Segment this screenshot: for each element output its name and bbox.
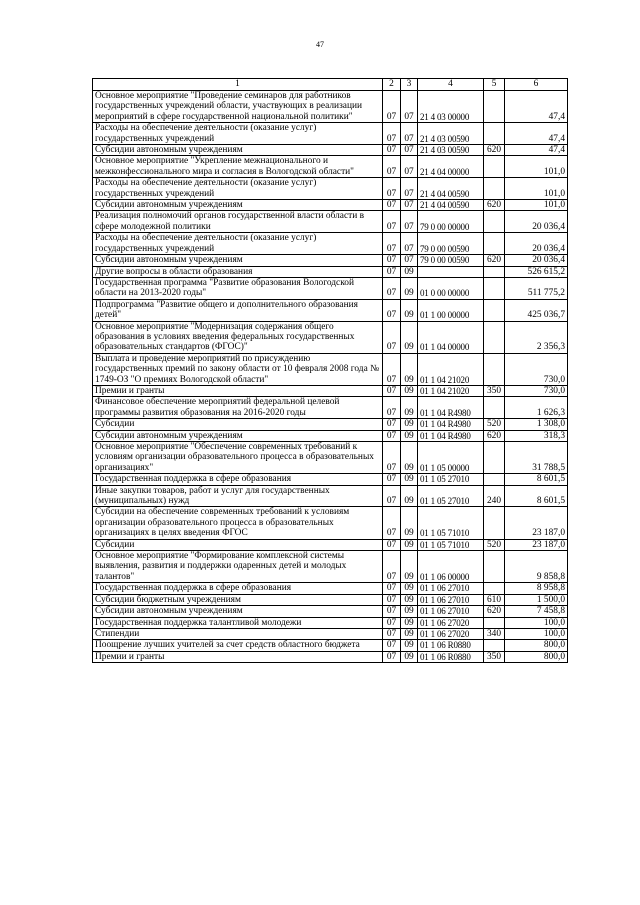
amount-cell: 8 958,8	[505, 583, 568, 594]
target-article-code-cell: 01 1 05 71010	[418, 539, 484, 550]
target-article-code-cell: 01 1 06 00000	[418, 551, 484, 583]
item-name-cell: Подпрограмма "Развитие общего и дополнительного образования детей"	[93, 299, 383, 321]
expense-type-code-cell	[484, 640, 505, 651]
target-article-code-cell: 01 1 04 21020	[418, 385, 484, 396]
target-article-code-cell: 01 1 06 27020	[418, 628, 484, 639]
table-row	[93, 551, 568, 583]
subsection-code-cell: 07	[401, 255, 418, 266]
table-row	[93, 651, 568, 662]
section-code-cell: 07	[383, 255, 401, 266]
table-row	[93, 442, 568, 474]
target-article-code-cell: 01 1 05 27010	[418, 485, 484, 507]
section-code-cell: 07	[383, 385, 401, 396]
table-row	[93, 178, 568, 200]
item-name-cell: Иные закупки товаров, работ и услуг для государственных (муниципальных) нужд	[93, 485, 383, 507]
amount-cell: 730,0	[505, 385, 568, 396]
target-article-code-cell: 79 0 00 00590	[418, 255, 484, 266]
item-name-cell: Основное мероприятие "Укрепление межнационального и межконфессионального мира и согласия в Вологодской области"	[93, 156, 383, 178]
table-row	[93, 299, 568, 321]
amount-cell: 100,0	[505, 617, 568, 628]
expense-type-code-cell	[484, 551, 505, 583]
amount-cell: 47,4	[505, 91, 568, 123]
target-article-code-cell: 21 4 03 00590	[418, 123, 484, 145]
subsection-code-cell: 07	[401, 123, 418, 145]
subsection-code-cell: 09	[401, 628, 418, 639]
amount-cell: 23 187,0	[505, 539, 568, 550]
target-article-code-cell: 01 0 00 00000	[418, 277, 484, 299]
amount-cell: 101,0	[505, 200, 568, 211]
subsection-code-cell: 07	[401, 233, 418, 255]
expense-type-code-cell	[484, 233, 505, 255]
subsection-code-cell: 07	[401, 178, 418, 200]
section-code-cell: 07	[383, 551, 401, 583]
table-row	[93, 255, 568, 266]
item-name-cell: Выплата и проведение мероприятий по присуждению государственных премий по закону области от 10 февраля 2008 года № 1749-ОЗ "О премиях Вологодской области"	[93, 353, 383, 385]
section-code-cell: 07	[383, 353, 401, 385]
target-article-code-cell: 01 1 06 27010	[418, 583, 484, 594]
expense-type-code-cell	[484, 442, 505, 474]
amount-cell: 23 187,0	[505, 507, 568, 539]
item-name-cell: Субсидии на обеспечение современных требований к условиям организации образовательного процесса в образовательных организациях в целях введения ФГОС	[93, 507, 383, 539]
section-code-cell: 07	[383, 178, 401, 200]
expense-type-code-cell: 350	[484, 385, 505, 396]
section-code-cell: 07	[383, 419, 401, 430]
section-code-cell: 07	[383, 200, 401, 211]
subsection-code-cell: 09	[401, 651, 418, 662]
table-row	[93, 507, 568, 539]
item-name-cell: Субсидии бюджетным учреждениям	[93, 594, 383, 605]
amount-cell: 2 356,3	[505, 321, 568, 353]
section-code-cell: 07	[383, 651, 401, 662]
table-row	[93, 397, 568, 419]
expense-type-code-cell	[484, 474, 505, 485]
table-row	[93, 91, 568, 123]
expense-type-code-cell: 240	[484, 485, 505, 507]
section-code-cell: 07	[383, 485, 401, 507]
subsection-code-cell: 09	[401, 507, 418, 539]
section-code-cell: 07	[383, 606, 401, 617]
section-code-cell: 07	[383, 145, 401, 156]
target-article-code-cell: 01 1 05 71010	[418, 507, 484, 539]
table-row	[93, 200, 568, 211]
section-code-cell: 07	[383, 233, 401, 255]
expense-type-code-cell: 620	[484, 255, 505, 266]
expense-type-code-cell	[484, 321, 505, 353]
table-row	[93, 583, 568, 594]
target-article-code-cell: 01 1 04 R4980	[418, 397, 484, 419]
target-article-code-cell: 01 1 04 R4980	[418, 430, 484, 441]
target-article-code-cell: 01 1 06 R0880	[418, 640, 484, 651]
target-article-code-cell	[418, 266, 484, 277]
table-row	[93, 277, 568, 299]
amount-cell: 800,0	[505, 651, 568, 662]
table-row	[93, 474, 568, 485]
subsection-code-cell: 09	[401, 640, 418, 651]
header-cell: 3	[401, 79, 418, 91]
subsection-code-cell: 09	[401, 277, 418, 299]
table-row	[93, 233, 568, 255]
expense-type-code-cell	[484, 211, 505, 233]
target-article-code-cell: 21 4 04 00000	[418, 156, 484, 178]
item-name-cell: Поощрение лучших учителей за счет средств областного бюджета	[93, 640, 383, 651]
subsection-code-cell: 07	[401, 156, 418, 178]
item-name-cell: Премии и гранты	[93, 651, 383, 662]
item-name-cell: Стипендии	[93, 628, 383, 639]
table-row	[93, 617, 568, 628]
section-code-cell: 07	[383, 397, 401, 419]
item-name-cell: Финансовое обеспечение мероприятий федеральной целевой программы развития образования на 2016-2020 годы	[93, 397, 383, 419]
subsection-code-cell: 07	[401, 211, 418, 233]
expense-type-code-cell	[484, 178, 505, 200]
section-code-cell: 07	[383, 594, 401, 605]
table-row	[93, 211, 568, 233]
expense-type-code-cell	[484, 123, 505, 145]
header-cell: 1	[93, 79, 383, 91]
section-code-cell: 07	[383, 539, 401, 550]
header-cell: 2	[383, 79, 401, 91]
target-article-code-cell: 01 1 05 27010	[418, 474, 484, 485]
budget-table	[92, 78, 568, 663]
section-code-cell: 07	[383, 430, 401, 441]
item-name-cell: Основное мероприятие "Проведение семинаров для работников государственных учреждений области, участвующих в реализации мероприятий в сфере государственной национальной политики"	[93, 91, 383, 123]
subsection-code-cell: 09	[401, 485, 418, 507]
section-code-cell: 07	[383, 277, 401, 299]
expense-type-code-cell	[484, 266, 505, 277]
expense-type-code-cell	[484, 583, 505, 594]
table-row	[93, 606, 568, 617]
item-name-cell: Государственная поддержка в сфере образования	[93, 474, 383, 485]
page-number: 47	[316, 40, 324, 49]
table-row	[93, 123, 568, 145]
amount-cell: 31 788,5	[505, 442, 568, 474]
table-body	[93, 91, 568, 663]
expense-type-code-cell: 620	[484, 430, 505, 441]
expense-type-code-cell	[484, 507, 505, 539]
table-row	[93, 145, 568, 156]
expense-type-code-cell: 520	[484, 539, 505, 550]
target-article-code-cell: 01 1 06 27020	[418, 617, 484, 628]
amount-cell: 318,3	[505, 430, 568, 441]
item-name-cell: Другие вопросы в области образования	[93, 266, 383, 277]
item-name-cell: Субсидии	[93, 419, 383, 430]
subsection-code-cell: 09	[401, 583, 418, 594]
header-row	[93, 79, 568, 91]
item-name-cell: Основное мероприятие "Модернизация содержания общего образования в условиях введения федеральных государственных образовательных стандартов (ФГОС)"	[93, 321, 383, 353]
amount-cell: 47,4	[505, 123, 568, 145]
expense-type-code-cell: 620	[484, 145, 505, 156]
item-name-cell: Расходы на обеспечение деятельности (оказание услуг) государственных учреждений	[93, 123, 383, 145]
subsection-code-cell: 09	[401, 266, 418, 277]
header-cell: 6	[505, 79, 568, 91]
item-name-cell: Реализация полномочий органов государственной власти области в сфере молодежной политики	[93, 211, 383, 233]
target-article-code-cell: 01 1 04 21020	[418, 353, 484, 385]
subsection-code-cell: 09	[401, 353, 418, 385]
table-row	[93, 628, 568, 639]
expense-type-code-cell: 620	[484, 200, 505, 211]
target-article-code-cell: 01 1 04 00000	[418, 321, 484, 353]
header-cell: 5	[484, 79, 505, 91]
item-name-cell: Субсидии автономным учреждениям	[93, 255, 383, 266]
item-name-cell: Расходы на обеспечение деятельности (оказание услуг) государственных учреждений	[93, 233, 383, 255]
expense-type-code-cell	[484, 397, 505, 419]
target-article-code-cell: 01 1 05 00000	[418, 442, 484, 474]
table-row	[93, 353, 568, 385]
section-code-cell: 07	[383, 156, 401, 178]
section-code-cell: 07	[383, 583, 401, 594]
item-name-cell: Премии и гранты	[93, 385, 383, 396]
table-row	[93, 594, 568, 605]
item-name-cell: Расходы на обеспечение деятельности (оказание услуг) государственных учреждений	[93, 178, 383, 200]
target-article-code-cell: 01 1 06 27010	[418, 594, 484, 605]
expense-type-code-cell	[484, 156, 505, 178]
target-article-code-cell: 79 0 00 00000	[418, 211, 484, 233]
amount-cell: 101,0	[505, 156, 568, 178]
subsection-code-cell: 09	[401, 321, 418, 353]
section-code-cell: 07	[383, 91, 401, 123]
expense-type-code-cell: 520	[484, 419, 505, 430]
expense-type-code-cell	[484, 617, 505, 628]
amount-cell: 20 036,4	[505, 255, 568, 266]
target-article-code-cell: 21 4 04 00590	[418, 178, 484, 200]
subsection-code-cell: 09	[401, 474, 418, 485]
expense-type-code-cell	[484, 91, 505, 123]
amount-cell: 7 458,8	[505, 606, 568, 617]
item-name-cell: Субсидии автономным учреждениям	[93, 606, 383, 617]
amount-cell: 9 858,8	[505, 551, 568, 583]
amount-cell: 1 308,0	[505, 419, 568, 430]
subsection-code-cell: 09	[401, 594, 418, 605]
subsection-code-cell: 07	[401, 200, 418, 211]
amount-cell: 526 615,2	[505, 266, 568, 277]
subsection-code-cell: 09	[401, 419, 418, 430]
section-code-cell: 07	[383, 211, 401, 233]
item-name-cell: Субсидии автономным учреждениям	[93, 200, 383, 211]
amount-cell: 101,0	[505, 178, 568, 200]
amount-cell: 8 601,5	[505, 474, 568, 485]
amount-cell: 20 036,4	[505, 211, 568, 233]
amount-cell: 511 775,2	[505, 277, 568, 299]
subsection-code-cell: 09	[401, 442, 418, 474]
amount-cell: 1 626,3	[505, 397, 568, 419]
section-code-cell: 07	[383, 507, 401, 539]
item-name-cell: Субсидии автономным учреждениям	[93, 430, 383, 441]
amount-cell: 8 601,5	[505, 485, 568, 507]
item-name-cell: Государственная программа "Развитие образования Вологодской области на 2013-2020 годы"	[93, 277, 383, 299]
subsection-code-cell: 09	[401, 430, 418, 441]
expense-type-code-cell	[484, 299, 505, 321]
amount-cell: 730,0	[505, 353, 568, 385]
item-name-cell: Основное мероприятие "Формирование комплексной системы выявления, развития и поддержки одаренных детей и молодых талантов"	[93, 551, 383, 583]
subsection-code-cell: 09	[401, 551, 418, 583]
expense-type-code-cell: 610	[484, 594, 505, 605]
target-article-code-cell: 21 4 04 00590	[418, 200, 484, 211]
target-article-code-cell: 79 0 00 00590	[418, 233, 484, 255]
header-cell: 4	[418, 79, 484, 91]
amount-cell: 47,4	[505, 145, 568, 156]
subsection-code-cell: 07	[401, 91, 418, 123]
table-row	[93, 430, 568, 441]
target-article-code-cell: 01 1 04 R4980	[418, 419, 484, 430]
expense-type-code-cell	[484, 353, 505, 385]
subsection-code-cell: 09	[401, 539, 418, 550]
table-row	[93, 485, 568, 507]
item-name-cell: Субсидии автономным учреждениям	[93, 145, 383, 156]
table-row	[93, 419, 568, 430]
target-article-code-cell: 21 4 03 00000	[418, 91, 484, 123]
section-code-cell: 07	[383, 640, 401, 651]
amount-cell: 20 036,4	[505, 233, 568, 255]
section-code-cell: 07	[383, 628, 401, 639]
item-name-cell: Основное мероприятие "Обеспечение современных требований к условиям организации образовательного процесса в образовательных организациях"	[93, 442, 383, 474]
target-article-code-cell: 01 1 00 00000	[418, 299, 484, 321]
section-code-cell: 07	[383, 299, 401, 321]
table-row	[93, 640, 568, 651]
expense-type-code-cell	[484, 277, 505, 299]
subsection-code-cell: 09	[401, 617, 418, 628]
item-name-cell: Государственная поддержка талантливой молодежи	[93, 617, 383, 628]
amount-cell: 425 036,7	[505, 299, 568, 321]
table-row	[93, 385, 568, 396]
section-code-cell: 07	[383, 617, 401, 628]
section-code-cell: 07	[383, 442, 401, 474]
amount-cell: 800,0	[505, 640, 568, 651]
target-article-code-cell: 21 4 03 00590	[418, 145, 484, 156]
table-row	[93, 539, 568, 550]
target-article-code-cell: 01 1 06 R0880	[418, 651, 484, 662]
section-code-cell: 07	[383, 321, 401, 353]
target-article-code-cell: 01 1 06 27010	[418, 606, 484, 617]
subsection-code-cell: 07	[401, 145, 418, 156]
amount-cell: 1 500,0	[505, 594, 568, 605]
table-row	[93, 266, 568, 277]
expense-type-code-cell: 340	[484, 628, 505, 639]
subsection-code-cell: 09	[401, 385, 418, 396]
subsection-code-cell: 09	[401, 397, 418, 419]
expense-type-code-cell: 350	[484, 651, 505, 662]
expense-type-code-cell: 620	[484, 606, 505, 617]
section-code-cell: 07	[383, 266, 401, 277]
subsection-code-cell: 09	[401, 606, 418, 617]
item-name-cell: Субсидии	[93, 539, 383, 550]
table-row	[93, 321, 568, 353]
subsection-code-cell: 09	[401, 299, 418, 321]
amount-cell: 100,0	[505, 628, 568, 639]
table-row	[93, 156, 568, 178]
item-name-cell: Государственная поддержка в сфере образования	[93, 583, 383, 594]
section-code-cell: 07	[383, 123, 401, 145]
section-code-cell: 07	[383, 474, 401, 485]
